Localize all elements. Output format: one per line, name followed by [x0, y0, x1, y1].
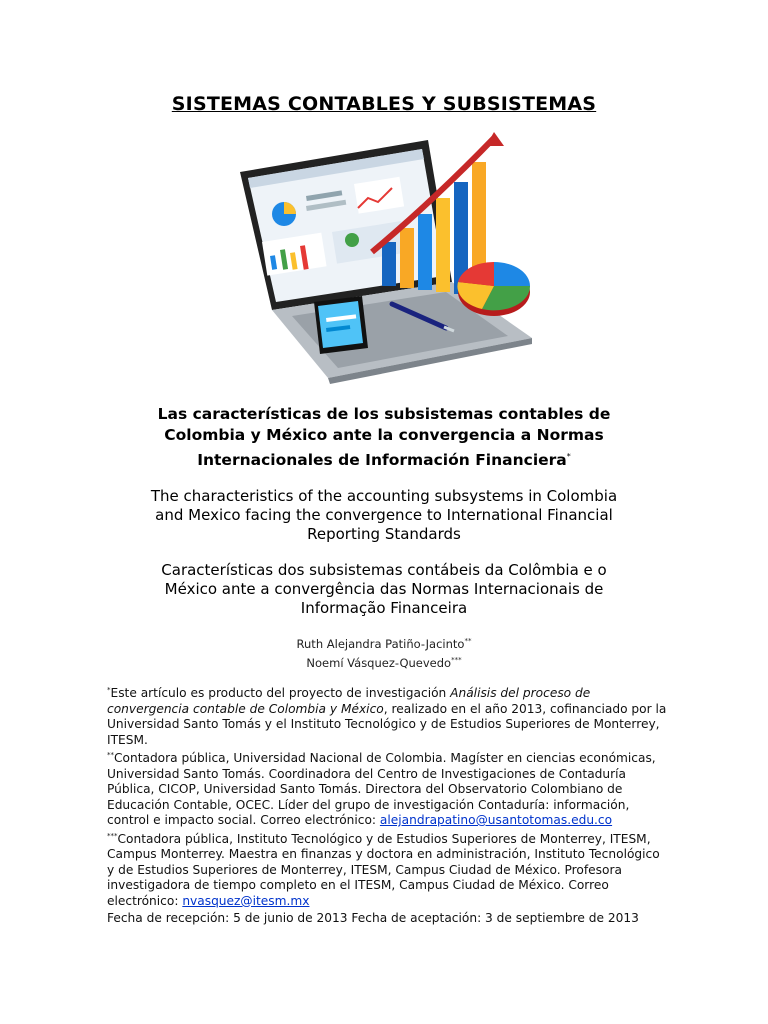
pie-chart-icon — [457, 262, 530, 316]
main-title: SISTEMAS CONTABLES Y SUBSISTEMAS — [171, 93, 597, 115]
email-link[interactable]: alejandrapatino@usantotomas.edu.co — [379, 813, 613, 828]
author: Noemí Vásquez-Quevedo*** — [306, 655, 462, 670]
footnote-marker: * — [566, 452, 571, 461]
reception-acceptance-dates: Fecha de recepción: 5 de junio de 2013 Fecha de aceptación: 3 de septiembre de 2013 — [107, 911, 639, 925]
footnotes — [107, 683, 667, 909]
authors — [0, 633, 768, 671]
title-english: The characteristics of the accounting subsystems in Colombia and Mexico facing the convergence to International Financial Reporting Standards — [150, 487, 618, 543]
footnote-3: ***Contadora pública, Instituto Tecnológico y de Estudios Superiores de Monterrey, ITESM, Campus Monterrey. Maestra en finanzas y doctora en administración, Instituto Tecnológico y de Estudios Superiores de Monterrey, ITESM, Campus Ciudad de México. Profesora investigadora de tiempo completo en el ITESM, Campus Ciudad de México. Correo electrónico: nvasquez@itesm.mx — [107, 831, 660, 908]
footnote-2: **Contadora pública, Universidad Nacional de Colombia. Magíster en ciencias económicas, Universidad Santo Tomás. Coordinadora del Centro de Investigaciones de Contaduría Pública, CICOP, Universidad Santo Tomás. Directora del Observatorio Colombiano de Educación Contable, OCEC. Líder del grupo de investigación Contaduría: información, control e impacto social. Correo electrónico: alejandrapatino@usantotomas.edu.co — [107, 751, 656, 828]
title-portuguese: Características dos subsistemas contábeis da Colômbia e o México ante a convergência das Normas Internacionais de Informação Financeira — [161, 561, 607, 617]
email-link[interactable]: nvasquez@itesm.mx — [182, 893, 310, 908]
title-spanish: Las características de los subsistemas contables de Colombia y México ante la convergencia a Normas Internacionales de Información Financiera* — [157, 405, 611, 470]
author: Ruth Alejandra Patiño-Jacinto** — [296, 636, 472, 651]
laptop-finance-illustration — [232, 132, 534, 386]
smartphone-icon — [314, 296, 368, 354]
footnote-1: *Este artículo es producto del proyecto de investigación Análisis del proceso de convergencia contable de Colombia y México, realizado en el año 2013, cofinanciado por la Universidad Santo Tomás y el Instituto Tecnológico y de Estudios Superiores de Monterrey, ITESM. — [107, 686, 667, 747]
